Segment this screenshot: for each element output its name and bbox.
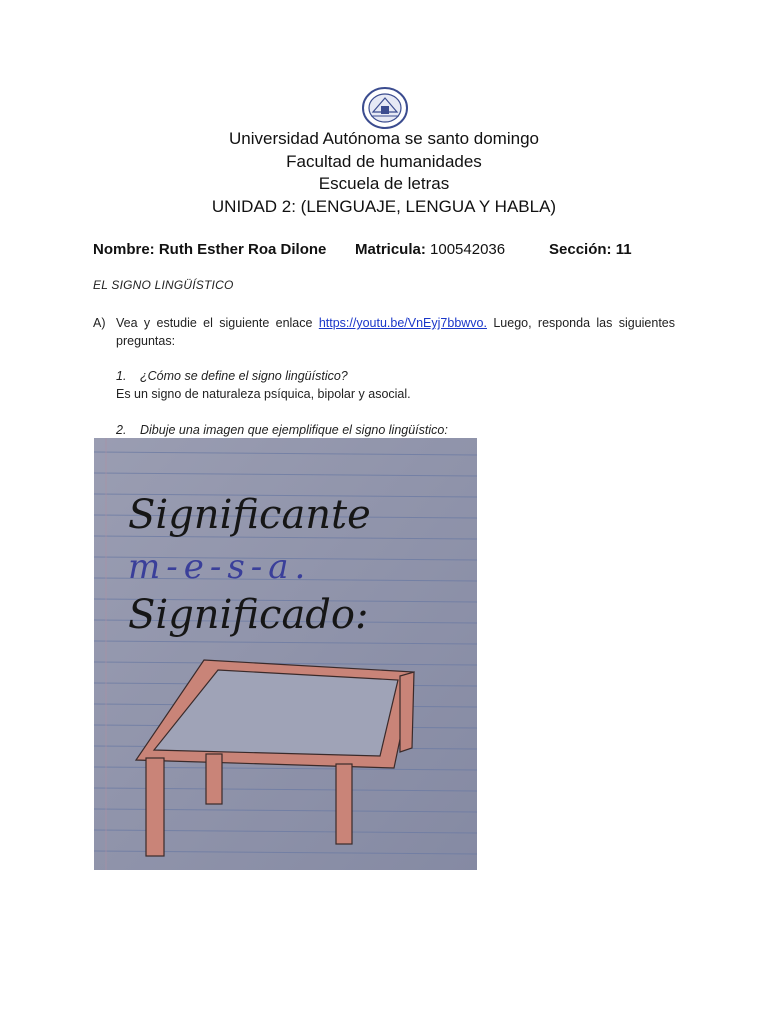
student-seccion — [549, 239, 632, 261]
question-2 — [116, 421, 448, 439]
question-1-text: ¿Cómo se define el signo lingüístico? — [140, 369, 348, 383]
question-a-marker: A) — [93, 316, 106, 330]
nombre-value: Ruth Esther Roa Dilone — [158, 241, 327, 258]
question-1-number: 1. — [116, 369, 127, 383]
matricula-label: Matricula: — [355, 241, 426, 258]
unit-title: UNIDAD 2: (LENGUAJE, LENGUA Y HABLA) — [211, 197, 557, 216]
significado-word: Significado: — [128, 592, 369, 638]
seccion-value: 11 — [615, 241, 632, 258]
answer-1: Es un signo de naturaleza psíquica, bipolar y asocial. — [116, 387, 411, 401]
mesa-word: m-e-s-a. — [128, 547, 312, 587]
student-matricula — [355, 239, 505, 261]
section-title: EL SIGNO LINGÜÍSTICO — [93, 278, 234, 292]
faculty-name: Facultad de humanidades — [286, 152, 482, 171]
question-2-text: Dibuje una imagen que ejemplifique el signo lingüístico: — [140, 423, 448, 437]
seccion-label: Sección: — [549, 241, 612, 258]
question-1 — [116, 367, 348, 385]
university-name: Universidad Autónoma se santo domingo — [229, 129, 539, 148]
school-name: Escuela de letras — [318, 174, 450, 193]
university-seal-icon — [361, 86, 409, 130]
significante-word: Significante — [128, 492, 371, 538]
handwritten-drawing-photo — [94, 438, 477, 870]
question-a-outro: Luego, responda las siguientes preguntas: — [116, 316, 676, 348]
youtube-link[interactable]: https://youtu.be/VnEyj7bbwvo. — [318, 316, 487, 330]
nombre-label: Nombre: — [93, 241, 155, 258]
question-a-text — [116, 314, 675, 350]
matricula-value: 100542036 — [430, 241, 506, 258]
question-2-number: 2. — [116, 423, 127, 437]
question-a-intro: Vea y estudie el siguiente enlace — [116, 316, 319, 330]
question-a — [93, 314, 675, 350]
student-info-row — [93, 239, 653, 261]
student-name — [93, 239, 326, 261]
